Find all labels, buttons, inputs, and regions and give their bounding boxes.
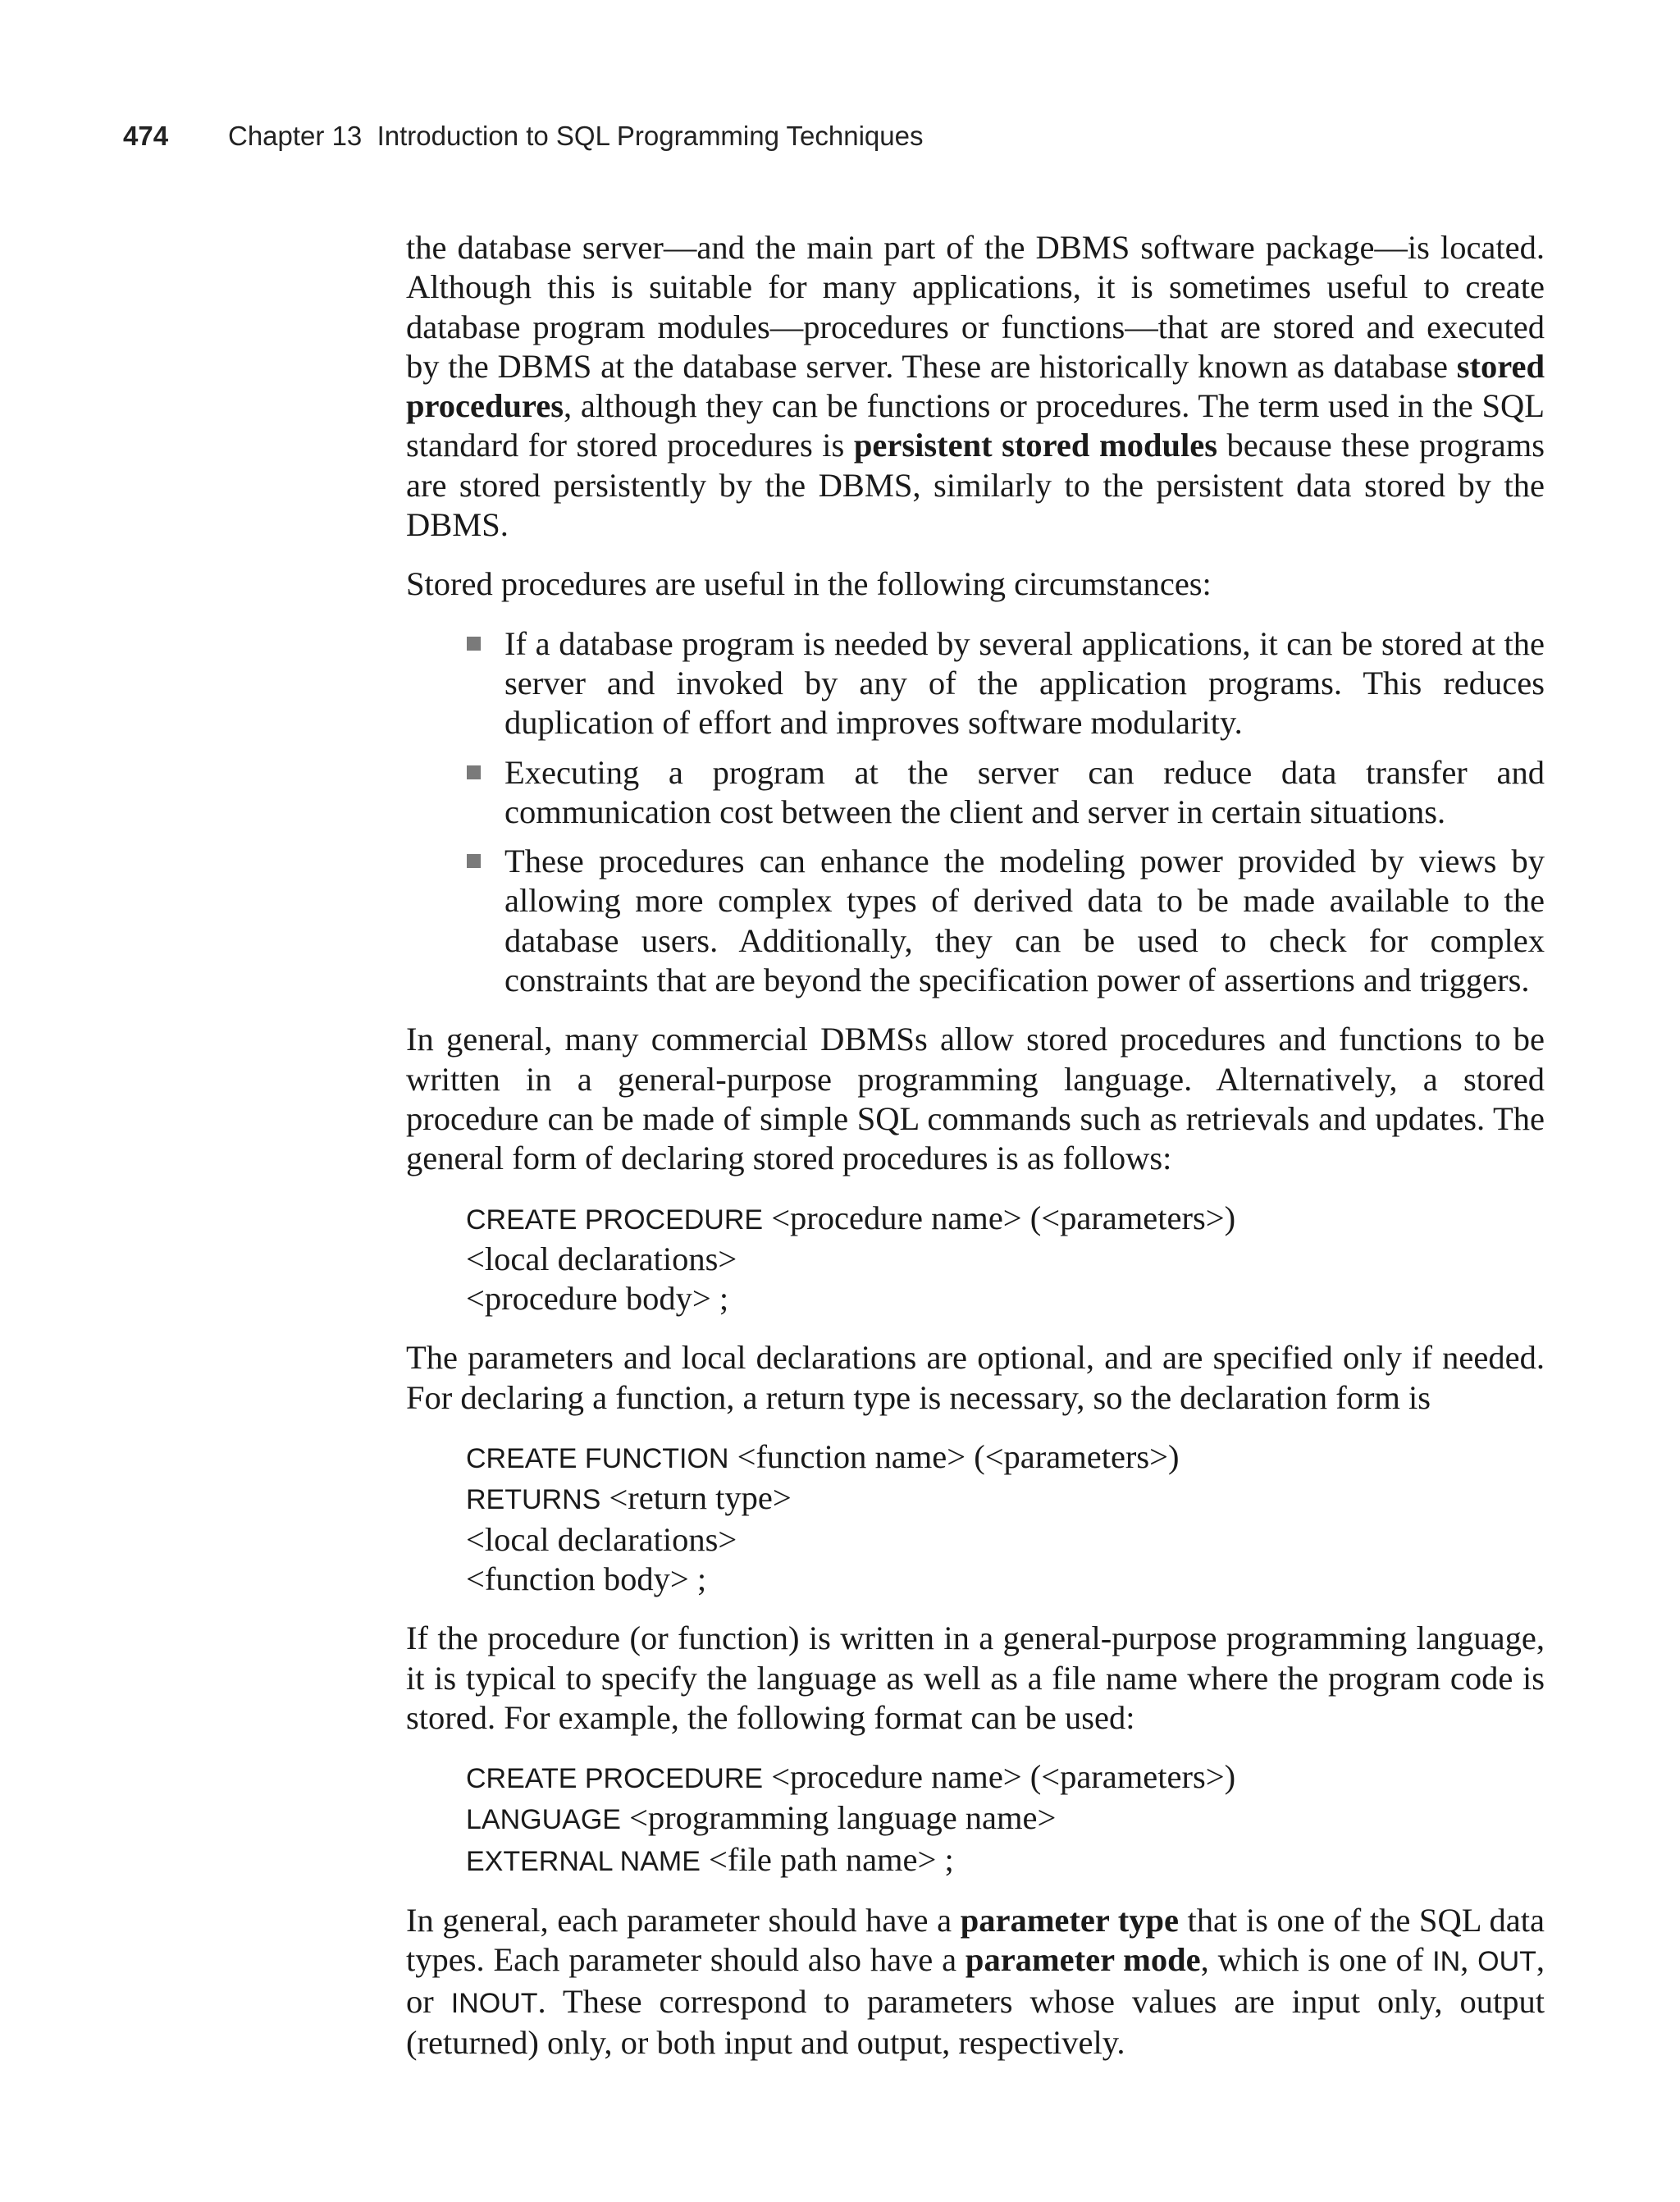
paragraph-1 (406, 228, 1545, 545)
bullet-list (406, 624, 1545, 1001)
text-run: , (1460, 1941, 1478, 1979)
paragraph-2: Stored procedures are useful in the following circumstances: (406, 565, 1212, 603)
code-text: <return type> (600, 1479, 792, 1517)
running-title: Chapter 13 Introduction to SQL Programming Techniques (228, 121, 924, 151)
square-bullet-icon (467, 765, 481, 779)
code-text: <programming language name> (620, 1799, 1057, 1837)
text-run: that is one of the SQL data types. Each parameter should also have a (406, 1901, 1545, 1979)
paragraph-6 (406, 1901, 1545, 2063)
sql-keyword: OUT (1477, 1946, 1536, 1978)
square-bullet-icon (467, 854, 481, 868)
code-line (466, 1478, 1545, 1519)
paragraph-4: The parameters and local declarations are optional, and are specified only if needed. For declaring a function, a return type is necessary, so the declaration form is (406, 1339, 1545, 1416)
term-stored-procedures: stored procedures (406, 347, 1545, 425)
code-text: <function name> (<parameters>) (728, 1438, 1180, 1476)
code-line: <local declarations> (466, 1520, 737, 1558)
list-item (504, 753, 1545, 833)
list-item (504, 624, 1545, 743)
code-text: <procedure name> (<parameters>) (763, 1199, 1236, 1236)
code-line: <function body> ; (466, 1560, 707, 1597)
sql-keyword: LANGUAGE (466, 1804, 621, 1836)
text-run: . These correspond to parameters whose values are input only, output (returned) only, or both input and output, respectively. (406, 1982, 1545, 2061)
sql-keyword: EXTERNAL NAME (466, 1845, 701, 1877)
code-line (466, 1798, 1545, 1839)
code-text: <procedure name> (<parameters>) (763, 1758, 1236, 1796)
square-bullet-icon (467, 637, 481, 651)
text-run: because these programs are stored persistently by the DBMS, similarly to the persistent data stored by the DBMS. (406, 427, 1545, 544)
term-parameter-type: parameter type (960, 1901, 1179, 1939)
text-run: , or (406, 1941, 1545, 2020)
code-line (466, 1840, 1545, 1881)
sql-keyword: RETURNS (466, 1484, 601, 1516)
text-run: In general, each parameter should have a (406, 1901, 961, 1939)
sql-keyword: INOUT (450, 1987, 538, 2019)
body-text (406, 228, 1545, 2082)
term-persistent-stored-modules: persistent stored modules (853, 427, 1217, 464)
list-item-text: If a database program is needed by several applications, it can be stored at the server and invoked by any of the application programs. This reduces duplication of effort and improves software modularity. (504, 624, 1545, 742)
code-line (466, 1199, 1545, 1240)
code-line (466, 1757, 1545, 1798)
list-item (504, 842, 1545, 1000)
code-block-external (466, 1757, 1545, 1881)
sql-keyword: CREATE PROCEDURE (466, 1763, 764, 1795)
sql-keyword: IN (1432, 1946, 1461, 1978)
page-number: 474 (123, 121, 169, 151)
list-item-text: These procedures can enhance the modeling power provided by views by allowing more complex types of derived data to be made available to the database users. Additionally, they can be used to check for complex constraints that are beyond the specification power of assertions and triggers. (504, 843, 1545, 999)
code-block-function (466, 1437, 1545, 1599)
list-item-text: Executing a program at the server can reduce data transfer and communication cost between the client and server in certain situations. (504, 753, 1545, 830)
term-parameter-mode: parameter mode (965, 1941, 1201, 1979)
code-line: <procedure body> ; (466, 1280, 729, 1318)
sql-keyword: CREATE FUNCTION (466, 1443, 729, 1475)
running-header (123, 120, 1557, 153)
text-run: the database server—and the main part of the DBMS software package—is located. Although this is suitable for many applications, it is sometimes useful to create database program modules—procedures or functions—that are stored and executed by the DBMS at the database server. These are historically known as database (406, 229, 1545, 385)
code-block-procedure (466, 1199, 1545, 1319)
text-run: , although they can be functions or procedures. The term used in the SQL standard for stored procedures is (406, 387, 1545, 464)
code-line: <local declarations> (466, 1240, 737, 1277)
paragraph-5: If the procedure (or function) is written in a general-purpose programming language, it is typical to specify the language as well as a file name where the program code is stored. For example, the following format can be used: (406, 1620, 1545, 1736)
code-line (466, 1437, 1545, 1478)
paragraph-3: In general, many commercial DBMSs allow stored procedures and functions to be written in a general-purpose programming language. Alternatively, a stored procedure can be made of simple SQL commands such as retrievals and updates. The general form of declaring stored procedures is as follows: (406, 1021, 1545, 1177)
text-run: , which is one of (1200, 1941, 1433, 1979)
sql-keyword: CREATE PROCEDURE (466, 1204, 764, 1236)
code-text: <file path name> ; (700, 1840, 954, 1878)
